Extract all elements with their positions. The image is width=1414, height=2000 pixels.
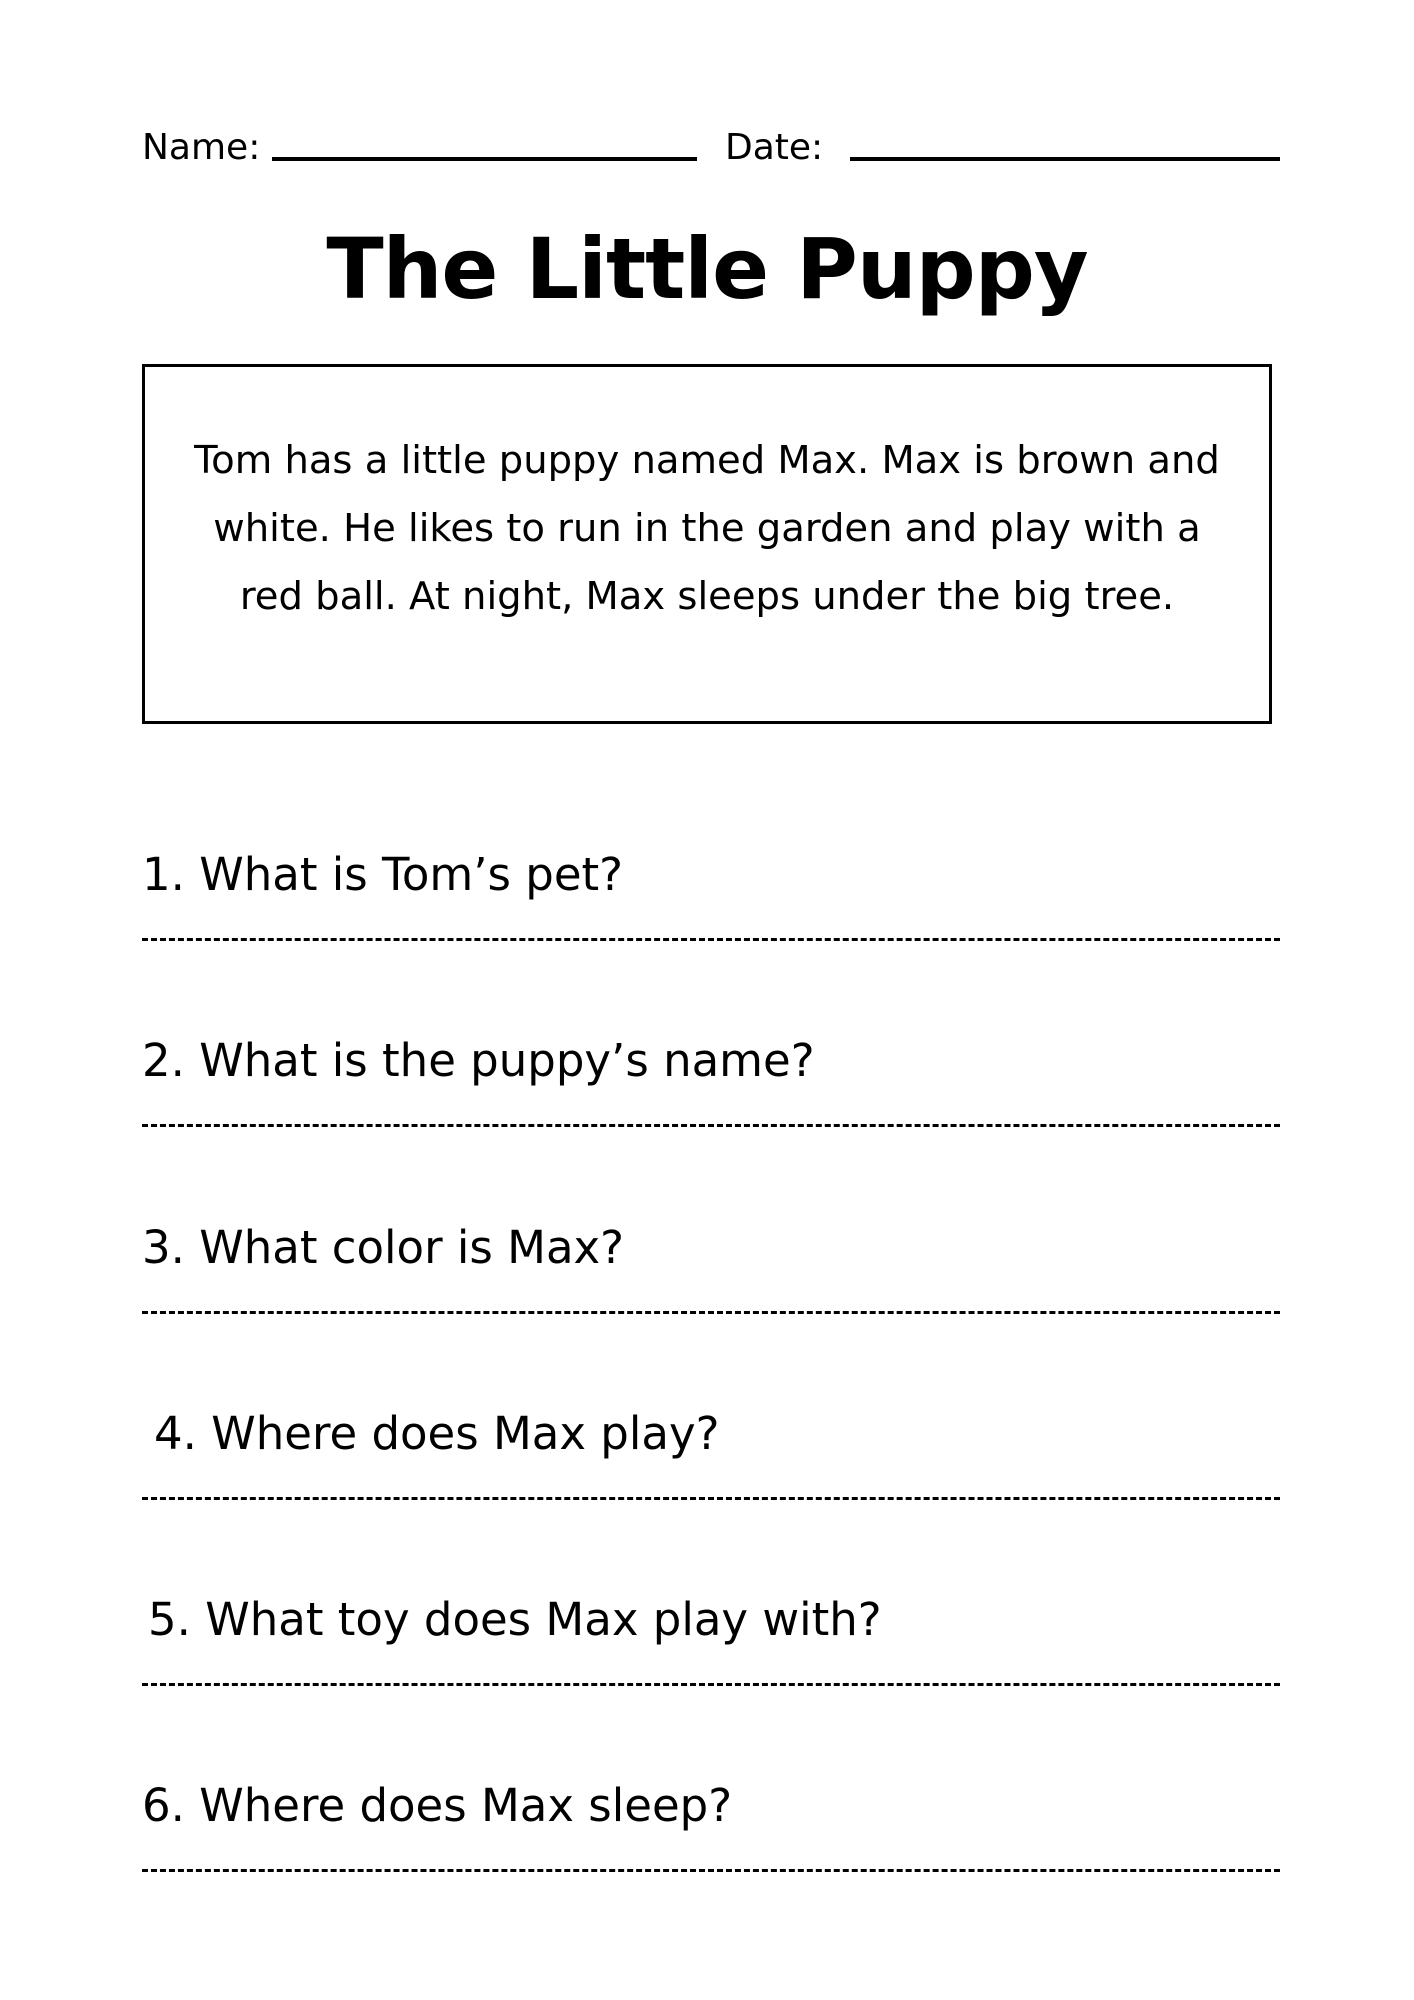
name-field[interactable]: [272, 157, 697, 161]
question-text: 5. What toy does Max play with?: [148, 1593, 882, 1646]
answer-line[interactable]: [142, 1683, 1280, 1686]
answer-line[interactable]: [142, 1497, 1280, 1500]
answer-line[interactable]: [142, 1869, 1280, 1872]
date-field[interactable]: [850, 157, 1280, 161]
question-1: [142, 843, 1280, 993]
question-3: [142, 1216, 1280, 1366]
question-4: [142, 1402, 1280, 1552]
name-label: Name:: [142, 127, 261, 168]
question-text: 4. Where does Max play?: [154, 1407, 720, 1460]
answer-line[interactable]: [142, 938, 1280, 941]
question-2: [142, 1029, 1280, 1179]
question-5: [142, 1588, 1280, 1738]
question-text: 6. Where does Max sleep?: [142, 1779, 733, 1832]
header-row: [142, 126, 1280, 170]
answer-line[interactable]: [142, 1311, 1280, 1314]
question-text: 2. What is the puppy’s name?: [142, 1034, 815, 1087]
passage-text: Tom has a little puppy named Max. Max is brown and white. He likes to run in the garden and play with a red ball. At night, Max sleeps under the big tree.: [194, 438, 1220, 619]
answer-line[interactable]: [142, 1124, 1280, 1127]
question-6: [142, 1774, 1280, 1924]
passage-box: [142, 364, 1272, 724]
question-text: 3. What color is Max?: [142, 1221, 625, 1274]
page-title: The Little Puppy: [326, 220, 1088, 318]
date-label: Date:: [725, 127, 824, 168]
question-text: 1. What is Tom’s pet?: [142, 848, 624, 901]
